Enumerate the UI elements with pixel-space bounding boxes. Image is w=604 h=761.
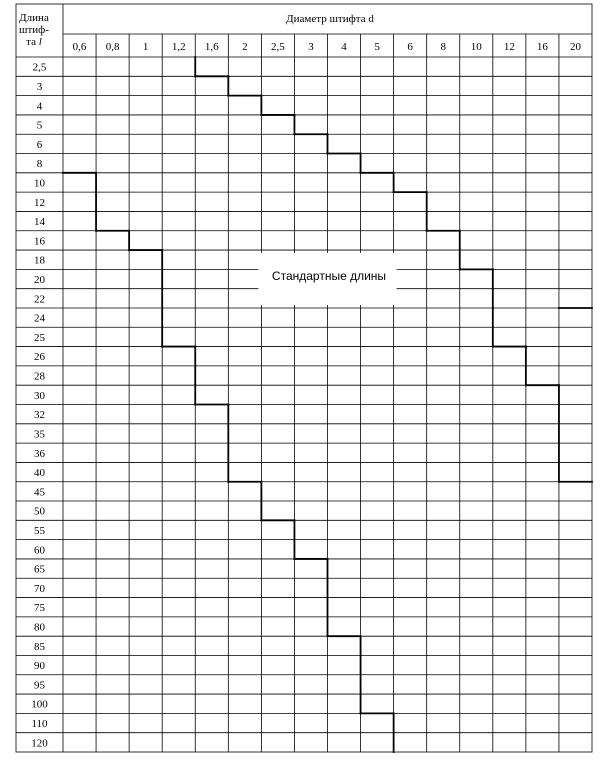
diameter-label: 4 [341, 41, 347, 53]
length-label: 12 [34, 196, 45, 209]
length-header-line-2: штиф- [19, 24, 49, 36]
standard-lengths-label: Стандартные длины [271, 269, 387, 283]
length-label: 110 [31, 718, 48, 731]
length-header-line-3 [26, 36, 42, 48]
table-text [19, 12, 581, 749]
length-label: 65 [34, 563, 45, 576]
length-label: 30 [34, 389, 45, 402]
length-label: 55 [34, 524, 45, 537]
length-label: 4 [36, 100, 43, 113]
length-label: 18 [34, 254, 45, 267]
length-header-line-1: Длина [19, 12, 49, 24]
diameter-label: 2,5 [271, 41, 285, 53]
diameter-label: 1 [142, 41, 149, 53]
length-header-word: та [26, 36, 39, 48]
length-label: 24 [34, 312, 45, 325]
diameter-label: 16 [536, 41, 548, 53]
diameter-label: 1,2 [171, 41, 186, 53]
diameter-header: Диаметр штифта d [286, 13, 374, 25]
diameter-label: 8 [440, 41, 446, 53]
diameter-label: 1,6 [204, 41, 219, 53]
length-label: 14 [34, 216, 45, 229]
length-label: 80 [34, 621, 45, 634]
length-label: 36 [34, 447, 45, 460]
length-label: 16 [34, 235, 45, 248]
length-label: 20 [34, 274, 45, 287]
length-label: 120 [31, 737, 48, 750]
length-label: 70 [34, 582, 45, 595]
length-label: 26 [34, 351, 45, 364]
diameter-label: 5 [374, 41, 380, 53]
length-label: 32 [34, 409, 45, 422]
length-label: 2,5 [32, 61, 47, 74]
diameter-label: 10 [470, 41, 482, 53]
length-label: 60 [34, 544, 45, 557]
length-label: 6 [36, 138, 43, 151]
diameter-label: 6 [407, 41, 413, 53]
diameter-label: 12 [503, 41, 515, 53]
diameter-label: 0,8 [105, 41, 120, 53]
diameter-label: 3 [308, 41, 314, 53]
length-label: 10 [34, 177, 45, 190]
length-label: 95 [34, 679, 45, 692]
length-label: 40 [34, 467, 45, 480]
diameter-label: 20 [569, 41, 581, 53]
table-grid [16, 4, 592, 752]
length-label: 22 [34, 293, 45, 306]
table-frame [16, 4, 592, 752]
diameter-label: 2 [242, 41, 248, 53]
length-label: 5 [36, 119, 43, 132]
length-label: 75 [34, 602, 45, 615]
diameter-label: 0,6 [72, 41, 87, 53]
length-label: 45 [34, 486, 45, 499]
length-label: 3 [36, 80, 43, 93]
length-label: 35 [34, 428, 45, 441]
length-label: 8 [36, 158, 43, 171]
length-label: 50 [34, 505, 45, 518]
length-label: 90 [34, 660, 45, 673]
length-label: 25 [34, 331, 45, 344]
length-label: 28 [34, 370, 45, 383]
length-label: 85 [34, 640, 45, 653]
length-symbol: l [38, 36, 42, 48]
length-label: 100 [31, 698, 48, 711]
